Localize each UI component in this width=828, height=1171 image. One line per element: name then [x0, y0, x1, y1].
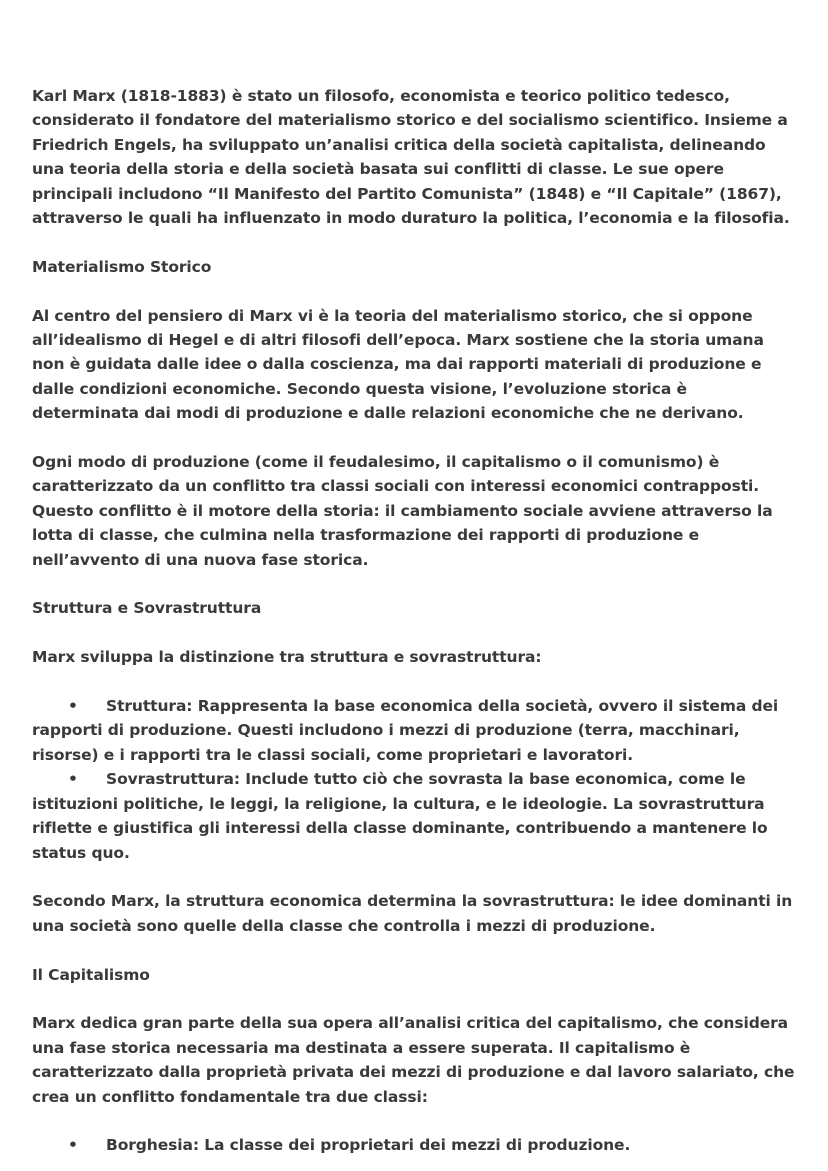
struttura-intro: Marx sviluppa la distinzione tra struttura e sovrastruttura:: [32, 648, 542, 667]
materialismo-paragraph-2: Ogni modo di produzione (come il feudalesimo, il capitalismo o il comunismo) è caratterizzato da un conflitto tra classi sociali con interessi economici contrapposti. Questo conflitto è il motore della storia: il cambiamento sociale avviene attraverso la lotta di classe, che culmina nella trasformazione dei rapporti di produzione e nell’avvento di una nuova fase storica.: [32, 453, 773, 569]
capitalismo-paragraph: Marx dedica gran parte della sua opera all’analisi critica del capitalismo, che considera una fase storica necessaria ma destinata a essere superata. Il capitalismo è caratterizzato dalla proprietà privata dei mezzi di produzione e dal lavoro salariato, che crea un conflitto fondamentale tra due classi:: [32, 1014, 795, 1106]
bullet-icon: •: [68, 697, 78, 716]
bullet-icon: •: [68, 1136, 78, 1155]
intro-paragraph: Karl Marx (1818-1883) è stato un filosofo, economista e teorico politico tedesco, considerato il fondatore del materialismo storico e del socialismo scientifico. Insieme a Friedrich Engels, ha sviluppato un’analisi critica della società capitalista, delineando una teoria della storia e della società basata sui conflitti di classe. Le sue opere principali includono “Il Manifesto del Partito Comunista” (1848) e “Il Capitale” (1867), attraverso le quali ha influenzato in modo duraturo la politica, l’economia e la filosofia.: [32, 87, 790, 228]
list-item-text: Borghesia: La classe dei proprietari dei mezzi di produzione.: [106, 1136, 631, 1155]
list-item-text: Struttura: Rappresenta la base economica della società, ovvero il sistema dei rapporti di produzione. Questi includono i mezzi di produzione (terra, macchinari, risorse) e i rapporti tra le classi sociali, come proprietari e lavoratori.: [32, 697, 779, 764]
bullet-icon: •: [68, 770, 78, 789]
list-item: [32, 1133, 796, 1157]
struttura-conclusion: Secondo Marx, la struttura economica determina la sovrastruttura: le idee dominanti in una società sono quelle della classe che controlla i mezzi di produzione.: [32, 892, 793, 935]
section-heading-capitalismo: Il Capitalismo: [32, 965, 150, 984]
list-item: [32, 767, 796, 865]
document-page: [32, 84, 796, 1158]
section-heading-materialismo: Materialismo Storico: [32, 257, 212, 276]
section-heading-struttura: Struttura e Sovrastruttura: [32, 599, 262, 618]
list-item: [32, 694, 796, 767]
materialismo-paragraph-1: Al centro del pensiero di Marx vi è la teoria del materialismo storico, che si oppone all’idealismo di Hegel e di altri filosofi dell’epoca. Marx sostiene che la storia umana non è guidata dalle idee o dalla coscienza, ma dai rapporti materiali di produzione e dalle condizioni economiche. Secondo questa visione, l’evoluzione storica è determinata dai modi di produzione e dalle relazioni economiche che ne derivano.: [32, 306, 764, 423]
list-item-text: Sovrastruttura: Include tutto ciò che sovrasta la base economica, come le istituzioni politiche, le leggi, la religione, la cultura, e le ideologie. La sovrastruttura riflette e giustifica gli interessi della classe dominante, contribuendo a mantenere lo status quo.: [32, 770, 768, 862]
